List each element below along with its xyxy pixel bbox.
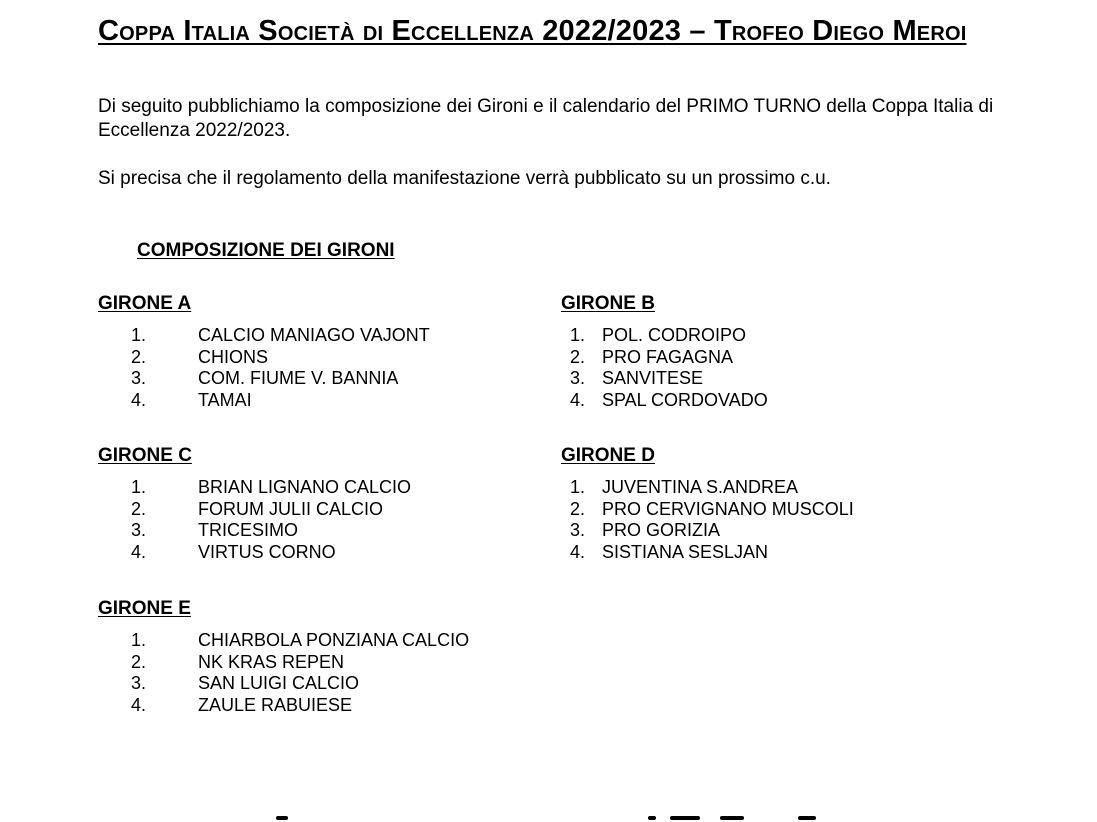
- list-item: [570, 499, 981, 521]
- list-item: [131, 695, 518, 717]
- list-item: [131, 390, 518, 412]
- group-title: GIRONE C: [98, 445, 192, 466]
- group-title: GIRONE E: [98, 598, 191, 619]
- list-item: [570, 520, 981, 542]
- team-list: [131, 630, 518, 717]
- team-name: TRICESIMO: [198, 520, 299, 541]
- list-item: [131, 673, 518, 695]
- team-name: PRO FAGAGNA: [602, 346, 734, 367]
- team-number: 3.: [131, 368, 147, 389]
- group-a: [98, 292, 518, 412]
- team-number: 4.: [131, 542, 147, 563]
- cutoff-glyph: [670, 816, 700, 820]
- list-item: [131, 347, 518, 369]
- list-item: [570, 347, 981, 369]
- team-number: 4.: [570, 390, 586, 411]
- list-item: [131, 520, 518, 542]
- list-item: [131, 630, 518, 652]
- group-d: [561, 444, 981, 564]
- team-number: 3.: [570, 368, 586, 389]
- team-number: 1.: [131, 477, 147, 497]
- list-item: [131, 499, 518, 521]
- team-name: PRO GORIZIA: [602, 520, 721, 541]
- list-item: [131, 368, 518, 390]
- team-number: 1.: [131, 630, 147, 650]
- team-number: 4.: [570, 542, 586, 563]
- team-number: 4.: [131, 695, 147, 716]
- cutoff-glyph: [798, 816, 816, 820]
- team-name: NK KRAS REPEN: [198, 651, 345, 672]
- team-name: SANVITESE: [602, 368, 704, 389]
- intro-paragraph: Di seguito pubblichiamo la composizione dei Gironi e il calendario del PRIMO TURNO della Coppa Italia di Eccellenza 2022/2023.: [98, 96, 994, 141]
- team-name: SAN LUIGI CALCIO: [198, 673, 360, 694]
- team-number: 2.: [131, 346, 147, 367]
- cutoff-glyph: [648, 816, 656, 820]
- cutoff-glyph: [720, 816, 744, 820]
- cutoff-text-fragment: [276, 814, 290, 822]
- team-name: CHIARBOLA PONZIANA CALCIO: [198, 630, 470, 650]
- list-item: [131, 477, 518, 499]
- team-number: 3.: [570, 520, 586, 541]
- team-name: CHIONS: [198, 346, 269, 367]
- group-title: GIRONE D: [561, 445, 655, 466]
- team-number: 3.: [131, 520, 147, 541]
- team-number: 4.: [131, 390, 147, 411]
- section-heading: COMPOSIZIONE DEI GIRONI: [137, 240, 395, 261]
- team-number: 2.: [570, 346, 586, 367]
- team-list: [131, 477, 518, 564]
- team-name: SISTIANA SESLJAN: [602, 542, 769, 563]
- list-item: [131, 542, 518, 564]
- team-number: 2.: [131, 651, 147, 672]
- team-list: [131, 325, 518, 412]
- team-name: TAMAI: [198, 390, 252, 411]
- list-item: [570, 477, 981, 499]
- group-b: [561, 292, 981, 412]
- team-list: [570, 325, 981, 412]
- cutoff-glyph: [276, 816, 288, 820]
- group-e: [98, 597, 518, 717]
- team-name: POL. CODROIPO: [602, 325, 747, 345]
- cutoff-text-fragment: [648, 814, 818, 822]
- team-name: PRO CERVIGNANO MUSCOLI: [602, 498, 854, 519]
- team-list: [570, 477, 981, 564]
- team-name: ZAULE RABUIESE: [198, 695, 353, 716]
- list-item: [570, 390, 981, 412]
- team-name: BRIAN LIGNANO CALCIO: [198, 477, 412, 497]
- team-name: CALCIO MANIAGO VAJONT: [198, 325, 430, 345]
- list-item: [131, 652, 518, 674]
- team-name: FORUM JULII CALCIO: [198, 498, 384, 519]
- team-name: VIRTUS CORNO: [198, 542, 336, 563]
- team-number: 3.: [131, 673, 147, 694]
- list-item: [570, 368, 981, 390]
- group-title: GIRONE B: [561, 293, 655, 314]
- team-number: 2.: [570, 498, 586, 519]
- document-title: Coppa Italia Società di Eccellenza 2022/2023 – Trofeo Diego Meroi: [98, 15, 967, 47]
- team-number: 2.: [131, 498, 147, 519]
- team-number: 1.: [570, 325, 586, 345]
- team-name: JUVENTINA S.ANDREA: [602, 477, 799, 497]
- note-paragraph: Si precisa che il regolamento della manifestazione verrà pubblicato su un prossimo c.u.: [98, 168, 831, 189]
- team-name: SPAL CORDOVADO: [602, 390, 768, 411]
- list-item: [570, 542, 981, 564]
- group-title: GIRONE A: [98, 293, 192, 314]
- group-c: [98, 444, 518, 564]
- team-name: COM. FIUME V. BANNIA: [198, 368, 399, 389]
- team-number: 1.: [570, 477, 586, 497]
- list-item: [570, 325, 981, 347]
- list-item: [131, 325, 518, 347]
- team-number: 1.: [131, 325, 147, 345]
